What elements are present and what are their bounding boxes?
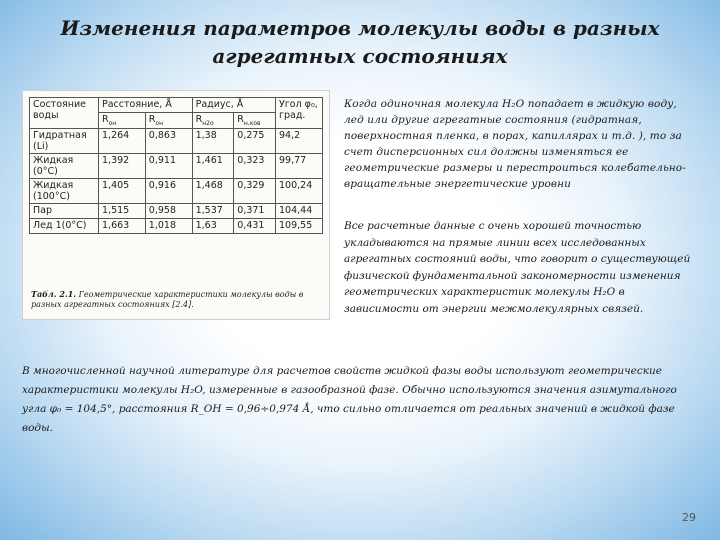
table-row — [30, 153, 323, 178]
value-cell: 1,264 — [99, 128, 146, 153]
subheader-cell: $R_{н2о}$ — [192, 113, 234, 129]
value-cell: 1,63 — [192, 218, 234, 233]
table-row — [30, 128, 323, 153]
subheader-cell: $R_{он}$ — [145, 113, 192, 129]
table-row — [30, 203, 323, 218]
value-cell: 1,38 — [192, 128, 234, 153]
state-cell: Пар — [30, 203, 99, 218]
value-cell: 0,329 — [234, 178, 276, 203]
parameters-table — [29, 97, 323, 234]
table-header-row — [30, 98, 323, 113]
header-angle: Угол φ₀, град. — [276, 98, 323, 129]
subheader-cell: $R_{н,ков}$ — [234, 113, 276, 129]
slide-title — [60, 14, 660, 70]
header-radius: Радиус, Å — [192, 98, 275, 113]
value-cell: 0,323 — [234, 153, 276, 178]
state-cell: Гидратная (Li) — [30, 128, 99, 153]
state-cell: Жидкая (100°С) — [30, 178, 99, 203]
title-line-2: агрегатных состояниях — [212, 44, 508, 68]
table-row — [30, 218, 323, 233]
value-cell: 99,77 — [276, 153, 323, 178]
value-cell: 1,461 — [192, 153, 234, 178]
table-row — [30, 178, 323, 203]
header-distance: Расстояние, Å — [99, 98, 193, 113]
value-cell: 1,405 — [99, 178, 146, 203]
paragraph-dispersion: Когда одиночная молекула H₂O попадает в жидкую воду, лед или другие агрегатные состояния (гидратная, поверхностная пленка, в порах, капиллярах и т.д. ), то за счет дисперсионных сил должны изменяться ее геометрические размеры и перестроиться колебательно-вращательные энергетические уровни — [344, 98, 686, 190]
value-cell: 1,392 — [99, 153, 146, 178]
state-cell: Лед 1(0°С) — [30, 218, 99, 233]
value-cell: 1,018 — [145, 218, 192, 233]
page-number: 29 — [682, 511, 696, 524]
caption-label: Табл. 2.1. — [31, 289, 77, 299]
value-cell: 1,515 — [99, 203, 146, 218]
value-cell: 0,371 — [234, 203, 276, 218]
value-cell: 1,663 — [99, 218, 146, 233]
value-cell: 94,2 — [276, 128, 323, 153]
state-cell: Жидкая (0°С) — [30, 153, 99, 178]
table-caption — [31, 289, 321, 310]
value-cell: 0,958 — [145, 203, 192, 218]
caption-text: Геометрические характеристики молекулы воды в разных агрегатных состояниях [2.4]. — [31, 290, 304, 309]
value-cell: 104,44 — [276, 203, 323, 218]
subheader-cell: $R_{он}$ — [99, 113, 146, 129]
value-cell: 0,916 — [145, 178, 192, 203]
value-cell: 0,431 — [234, 218, 276, 233]
header-state: Состояние воды — [30, 98, 99, 129]
paragraph-linear-dependence: Все расчетные данные с очень хорошей точностью укладываются на прямые линии всех исследованных агрегатных состояний воды, что говорит о существующей физической фундаментальной закономерности изменения геометрических характеристик молекулы H₂O в зависимости от энергии межмолекулярных связей. — [344, 220, 691, 315]
value-cell: 109,55 — [276, 218, 323, 233]
value-cell: 1,468 — [192, 178, 234, 203]
table-image — [22, 90, 330, 320]
value-cell: 0,275 — [234, 128, 276, 153]
value-cell: 0,863 — [145, 128, 192, 153]
title-line-1: Изменения параметров молекулы воды в разных — [60, 16, 660, 40]
value-cell: 1,537 — [192, 203, 234, 218]
value-cell: 0,911 — [145, 153, 192, 178]
paragraph-literature: В многочисленной научной литературе для расчетов свойств жидкой фазы воды используют геометрические характеристики молекулы H₂O, измеренные в газообразной фазе. Обычно используются значения азимутального угла φ₀ = 104,5°, расстояния R_OH = 0,96÷0,974 Å, что сильно отличается от реальных значений в жидкой фазе воды. — [22, 365, 677, 434]
value-cell: 100,24 — [276, 178, 323, 203]
